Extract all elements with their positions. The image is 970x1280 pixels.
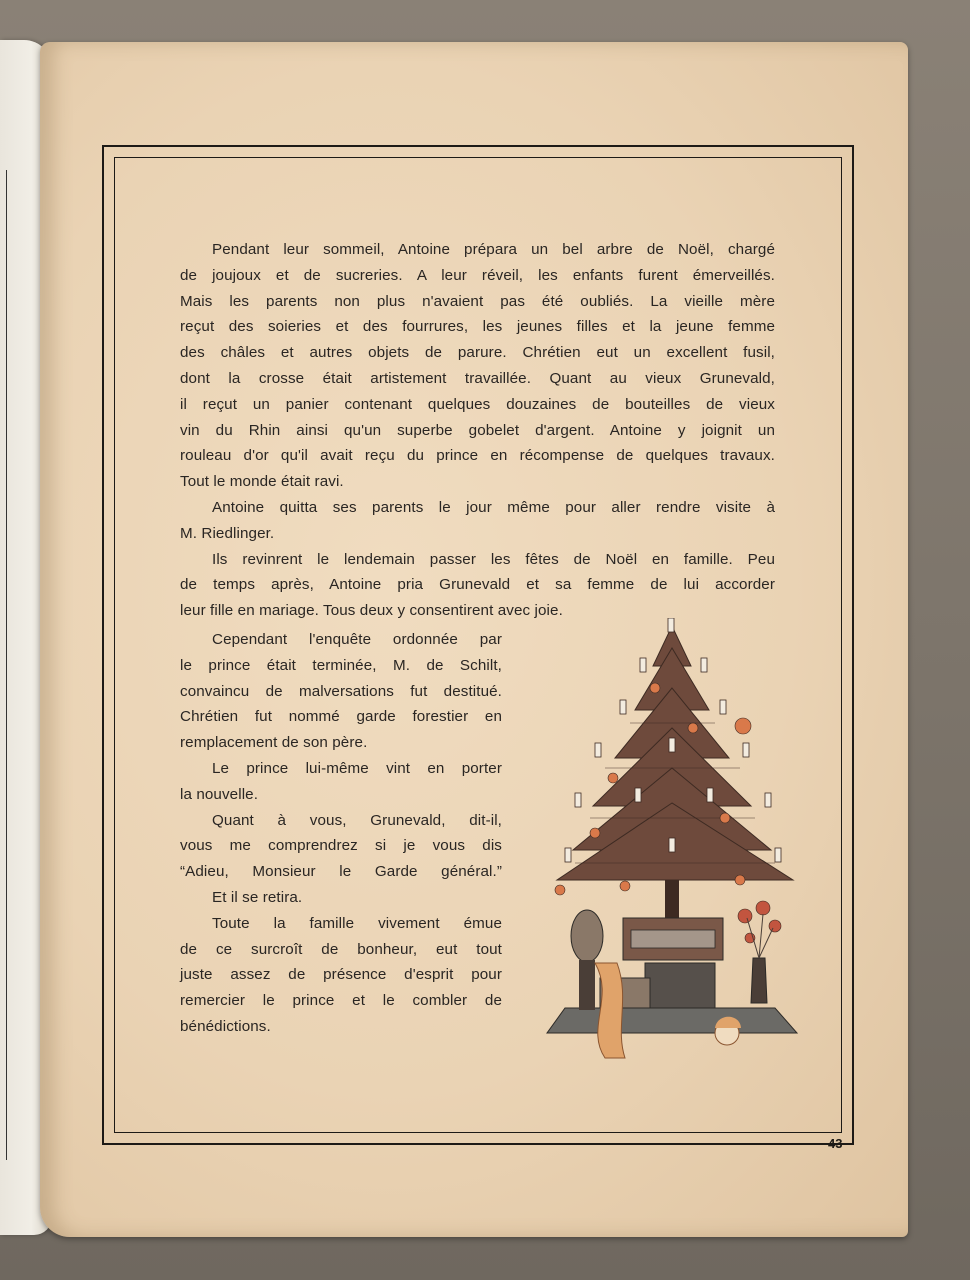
- paragraph: [180, 885, 502, 911]
- text-line: de joujoux et de sucreries. A leur réveil, les enfants furent émerveillés.: [180, 266, 775, 284]
- paragraph: [180, 547, 775, 624]
- text-line: M. Riedlinger.: [180, 524, 275, 542]
- paragraph: [180, 808, 502, 885]
- paragraph: [180, 495, 775, 547]
- text-line: Cependant l'enquête ordonnée par: [212, 631, 502, 648]
- text-line: juste assez de présence d'esprit pour: [180, 966, 502, 984]
- text-line: dont la crosse était artistement travaillée. Quant au vieux Grunevald,: [180, 369, 775, 387]
- text-line: leur fille en mariage. Tous deux y consentirent avec joie.: [180, 602, 563, 620]
- text-line: Mais les parents non plus n'avaient pas été oubliés. La vieille mère: [180, 292, 775, 310]
- text-line: Ils revinrent le lendemain passer les fêtes de Noël en famille. Peu: [212, 550, 775, 568]
- text-line: Toute la famille vivement émue: [212, 914, 502, 932]
- text-line: Tout le monde était ravi.: [180, 473, 344, 491]
- text-line: bénédictions.: [180, 1017, 271, 1035]
- christmas-tree-illustration: [535, 618, 810, 1070]
- text-line: vous me comprendrez si je vous dis: [180, 837, 502, 855]
- page-number: 43: [828, 1136, 843, 1151]
- text-line: de temps après, Antoine pria Grunevald et sa femme de lui accorder: [180, 576, 775, 594]
- paragraph: [180, 911, 502, 1040]
- text-line: Et il se retira.: [212, 888, 303, 906]
- paragraph: [180, 627, 502, 756]
- text-line: remplacement de son père.: [180, 734, 368, 752]
- text-line: des châles et autres objets de parure. Chrétien eut un excellent fusil,: [180, 344, 775, 362]
- body-text-narrow: [180, 627, 502, 1040]
- text-line: “Adieu, Monsieur le Garde général.”: [180, 863, 502, 881]
- text-line: la nouvelle.: [180, 785, 259, 803]
- previous-page-frame: [0, 170, 7, 1160]
- text-line: il reçut un panier contenant quelques douzaines de bouteilles de vieux: [180, 395, 775, 413]
- text-line: de ce surcroît de bonheur, eut tout: [180, 940, 502, 958]
- paragraph: [180, 237, 775, 495]
- paragraph: [180, 756, 502, 808]
- text-line: reçut des soieries et des fourrures, les jeunes filles et la jeune femme: [180, 318, 775, 336]
- text-line: Pendant leur sommeil, Antoine prépara un bel arbre de Noël, chargé: [212, 241, 775, 258]
- text-line: Antoine quitta ses parents le jour même pour aller rendre visite à: [212, 498, 775, 516]
- text-line: rouleau d'or qu'il avait reçu du prince en récompense de quelques travaux.: [180, 447, 775, 465]
- text-line: le prince était terminée, M. de Schilt,: [180, 656, 502, 674]
- text-line: Chrétien fut nommé garde forestier en: [180, 708, 502, 726]
- text-line: Quant à vous, Grunevald, dit-il,: [212, 811, 502, 829]
- text-line: vin du Rhin ainsi qu'un superbe gobelet d'argent. Antoine y joignit un: [180, 421, 775, 439]
- text-line: convaincu de malversations fut destitué.: [180, 682, 502, 700]
- body-text-full: [180, 237, 775, 624]
- text-line: Le prince lui-même vint en porter: [212, 759, 502, 777]
- text-line: remercier le prince et le combler de: [180, 992, 502, 1010]
